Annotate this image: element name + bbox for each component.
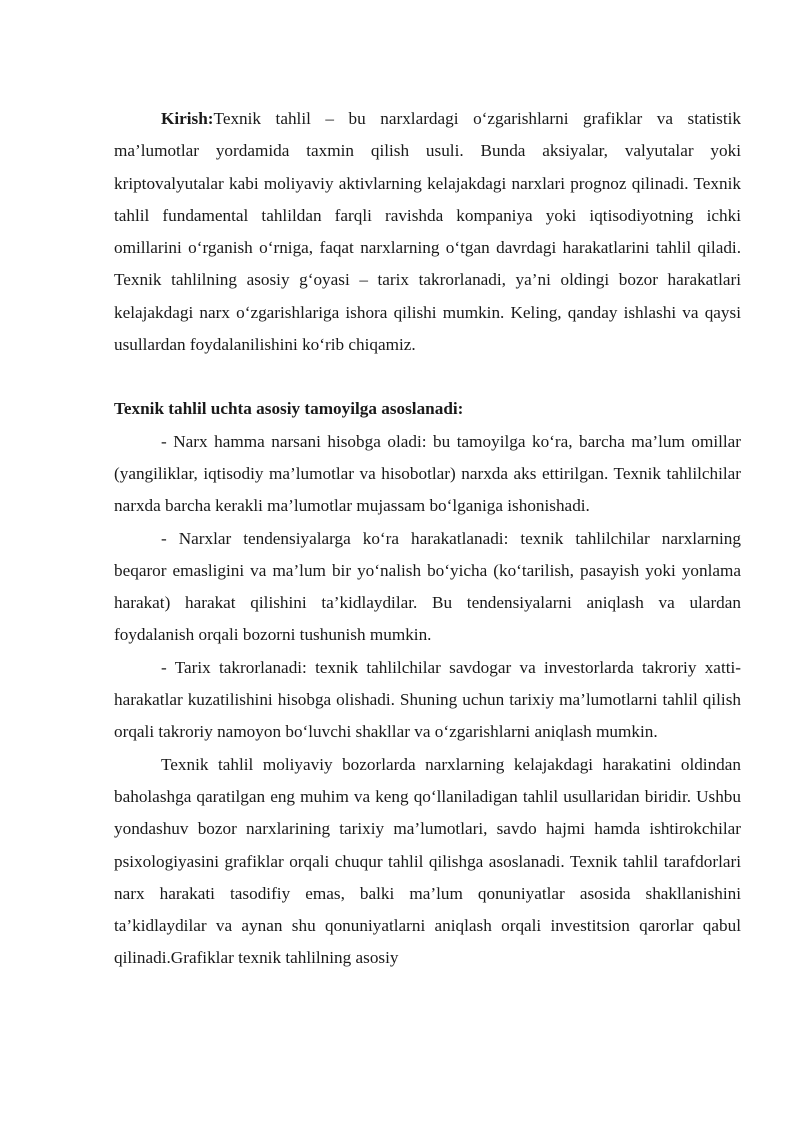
principle-item-1: - Narx hamma narsani hisobga oladi: bu tamoyilga ko‘ra, barcha ma’lum omillar (yangiliklar, iqtisodiy ma’lumotlar va hisobotlar) narxda aks ettirilgan. Texnik tahlilchilar narxda barcha kerakli ma’lumotlar mujassam bo‘lganiga ishonishadi. xyxy=(114,431,741,516)
intro-label: Kirish: xyxy=(161,109,214,128)
document-page xyxy=(114,103,741,975)
intro-text: Texnik tahlil – bu narxlardagi o‘zgarishlarni grafiklar va statistik ma’lumotlar yordamida taxmin qilish usuli. Bunda aksiyalar, valyutalar yoki kriptovalyutalar kabi moliyaviy aktivlarning kelajakdagi narxlari prognoz qilinadi. Texnik tahlil fundamental tahlildan farqli ravishda kompaniya yoki iqtisodiyotning ichki omillarini o‘rganish o‘rniga, faqat narxlarning o‘tgan davrdagi harakatlarini tahlil qiladi. Texnik tahlilning asosiy g‘oyasi – tarix takrorlanadi, ya’ni oldingi bozor harakatlari kelajakdagi narx o‘zgarishlariga ishora qilishi mumkin. Keling, qanday ishlashi va qaysi usullardan foydalanilishini ko‘rib chiqamiz. xyxy=(114,109,741,355)
intro-paragraph xyxy=(114,103,741,361)
principles-heading: Texnik tahlil uchta asosiy tamoyilga asoslanadi: xyxy=(114,399,464,419)
closing-paragraph: Texnik tahlil moliyaviy bozorlarda narxlarning kelajakdagi harakatini oldindan baholashga qaratilgan eng muhim va keng qo‘llaniladigan tahlil usullaridan biridir. Ushbu yondashuv bozor narxlarining tarixiy ma’lumotlari, savdo hajmi hamda ishtirokchilar psixologiyasini grafiklar orqali chuqur tahlil qilishga asoslanadi. Texnik tahlil tarafdorlari narx harakati tasodifiy emas, balki ma’lum qonuniyatlar asosida shakllanishini ta’kidlaydilar va aynan shu qonuniyatlarni aniqlash orqali investitsion qarorlar qabul qilinadi.Grafiklar texnik tahlilning asosiy xyxy=(114,754,741,968)
principle-item-2: - Narxlar tendensiyalarga ko‘ra harakatlanadi: texnik tahlilchilar narxlarning beqaror emasligini va ma’lum bir yo‘nalish bo‘yicha (ko‘tarilish, pasayish yoki yonlama harakat) harakat qilishini ta’kidlaydilar. Bu tendensiyalarni aniqlash va ulardan foydalanish orqali bozorni tushunish mumkin. xyxy=(114,528,741,645)
principle-item-3: - Tarix takrorlanadi: texnik tahlilchilar savdogar va investorlarda takroriy xatti-harakatlar kuzatilishini hisobga olishadi. Shuning uchun tarixiy ma’lumotlarni tahlil qilish orqali takroriy namoyon bo‘luvchi shakllar va o‘zgarishlarni aniqlash mumkin. xyxy=(114,657,741,742)
